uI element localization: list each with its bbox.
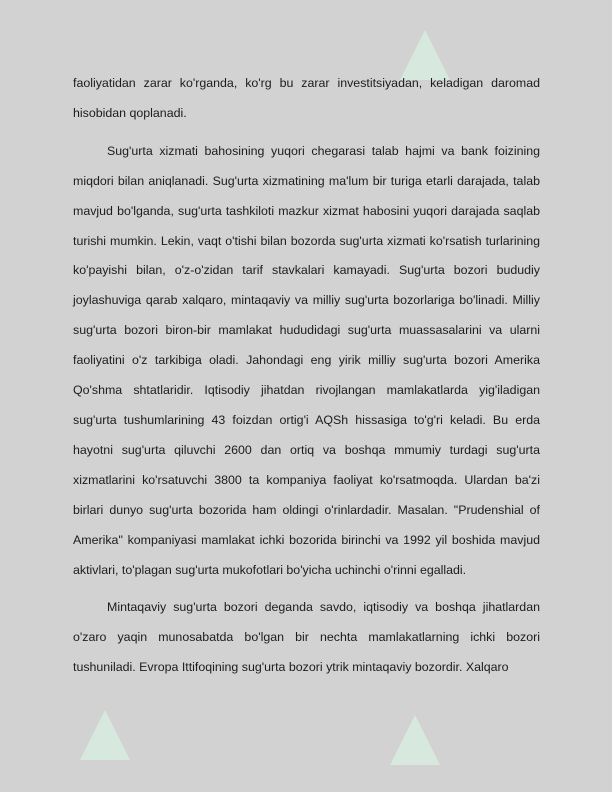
leaf-hook-icon: [380, 705, 450, 775]
paragraph-regional-market: Mintaqaviy sug'urta bozori deganda savdo, iqtisodiy va boshqa jihatlardan o'zaro yaqin munosabatda bo'lgan bir nechta mamlakatlarning ichki bozori tushuniladi. Evropa Ittifoqining sug'urta bozori ytrik mintaqaviy bozordir. Xalqaro: [73, 600, 540, 675]
leaf-hook-icon: [70, 700, 140, 770]
document-body: [73, 69, 540, 683]
paragraph-insurance-pricing: Sug'urta xizmati bahosining yuqori chegarasi talab hajmi va bank foizining miqdori bilan aniqlanadi. Sug'urta xizmatining ma'lum bir turiga etarli darajada, talab mavjud bo'lganda, sug'urta tashkiloti mazkur xizmat habosini yuqori darajada saqlab turishi mumkin. Lekin, vaqt o'tishi bilan bozorda sug'urta xizmati ko'rsatish turlarining ko'payishi bilan, o'z-o'zidan tarif stavkalari kamayadi. Sug'urta bozori bududiy joylashuviga qarab xalqaro, mintaqaviy va milliy sug'urta bozorlariga bo'linadi. Milliy sug'urta bozori biron-bir mamlakat hududidagi sug'urta muassasalarini va ularni faoliyatini o'z tarkibiga oladi. Jahondagi eng yirik milliy sug'urta bozori Amerika Qo'shma shtatlaridir. Iqtisodiy jihatdan rivojlangan mamlakatlarda yig'iladigan sug'urta tushumlarining 43 foizdan ortig'i AQSh hissasiga to'g'ri keladi. Bu erda hayotni sug'urta qiluvchi 2600 dan ortiq va boshqa mmumiy turdagi sug'urta xizmatlarini ko'rsatuvchi 3800 ta kompaniya faoliyat ko'rsatmoqda. Ulardan ba'zi birlari dunyo sug'urta bozorida ham oldingi o'rinlardadir. Masalan. "Prudenshial of Amerika" kompaniyasi mamlakat ichki bozorida birinchi va 1992 yil boshida mavjud aktivlari, to'plagan sug'urta mukofotlari bo'yicha uchinchi o'rinni egalladi.: [73, 143, 540, 577]
paragraph-continuation: faoliyatidan zarar ko'rganda, ko'rg bu zarar investitsiyadan, keladigan daromad hisobidan qoplanadi.: [73, 76, 540, 120]
